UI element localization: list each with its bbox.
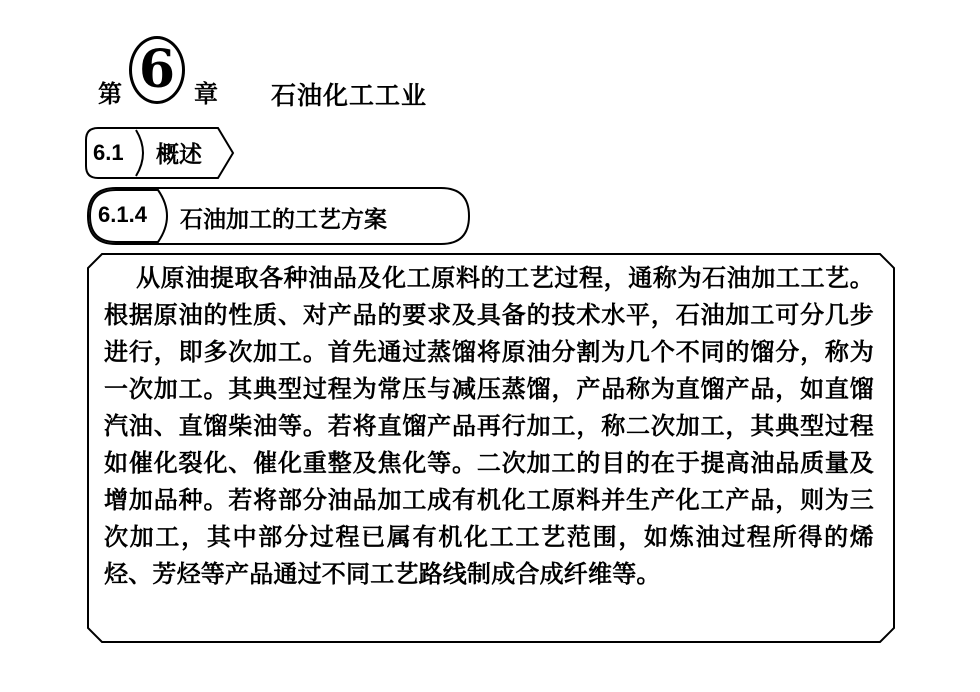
chapter-suffix: 章 [194,80,218,108]
section-badge [84,126,236,180]
chapter-number: 6 [138,39,176,100]
subsection-title: 石油加工的工艺方案 [180,207,387,233]
chapter-prefix: 第 [98,80,122,108]
section-number: 6.1 [93,140,124,165]
body-paragraph: 从原油提取各种油品及化工原料的工艺过程，通称为石油加工工艺。根据原油的性质、对产品的要求及具备的技术水平，石油加工可分几步进行，即多次加工。首先通过蒸馏将原油分割为几个不同的馏分，称为一次加工。其典型过程为常压与减压蒸馏，产品称为直馏产品，如直馏汽油、直馏柴油等。若将直馏产品再行加工，称二次加工，其典型过程如催化裂化、催化重整及焦化等。二次加工的目的在于提高油品质量及增加品种。若将部分油品加工成有机化工原料并生产化工产品，则为三次加工，其中部分过程已属有机化工工艺范围，如炼油过程所得的烯烃、芳烃等产品通过不同工艺路线制成合成纤维等。 [104,264,874,588]
content-frame [86,252,896,644]
subsection-number: 6.1.4 [98,202,147,227]
chapter-title: 石油化工工业 [271,81,428,110]
section-title: 概述 [156,142,202,168]
chapter-number-circle [129,36,185,104]
subsection-badge [86,186,472,246]
